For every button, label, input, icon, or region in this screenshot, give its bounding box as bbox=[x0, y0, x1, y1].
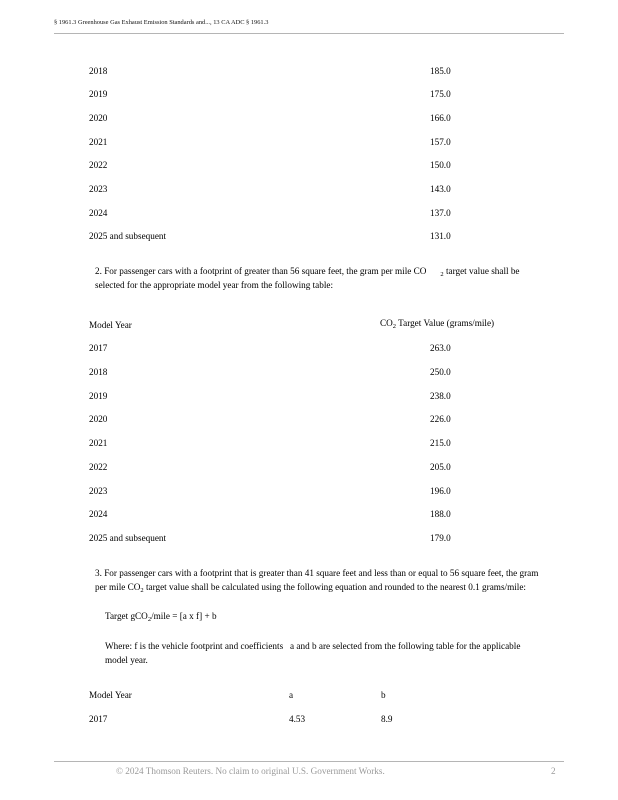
section-2-line-1-end: target value shall be bbox=[443, 266, 520, 276]
table-row bbox=[89, 66, 509, 78]
model-year-cell: 2023 bbox=[89, 486, 108, 496]
column-header-target-value bbox=[380, 318, 494, 328]
target-value-cell: 215.0 bbox=[430, 438, 451, 448]
model-year-cell: 2024 bbox=[89, 208, 108, 218]
co2-subscript: 2 bbox=[140, 587, 144, 594]
table-row bbox=[89, 462, 509, 474]
table-row bbox=[89, 343, 509, 355]
co2-subscript: 2 bbox=[440, 271, 444, 278]
target-value-cell: 157.0 bbox=[430, 137, 451, 147]
model-year-cell: 2021 bbox=[89, 438, 108, 448]
footer-divider bbox=[54, 761, 564, 762]
model-year-cell: 2021 bbox=[89, 137, 108, 147]
equation-end: /mile = [a x f] + b bbox=[151, 611, 217, 621]
table-row bbox=[89, 160, 509, 172]
column-header-b: b bbox=[381, 690, 386, 700]
column-header-co2: CO bbox=[380, 318, 393, 328]
target-value-cell: 137.0 bbox=[430, 208, 451, 218]
model-year-cell: 2022 bbox=[89, 160, 108, 170]
coefficient-b-cell: 8.9 bbox=[381, 714, 393, 724]
model-year-cell: 2025 and subsequent bbox=[89, 533, 167, 543]
target-value-cell: 143.0 bbox=[430, 184, 451, 194]
table-row bbox=[89, 113, 509, 125]
model-year-cell: 2018 bbox=[89, 367, 108, 377]
section-3-line-2: per mile CO bbox=[95, 582, 141, 592]
target-value-cell: 188.0 bbox=[430, 509, 451, 519]
model-year-cell: 2020 bbox=[89, 414, 108, 424]
model-year-cell: 2019 bbox=[89, 391, 108, 401]
model-year-cell: 2017 bbox=[89, 714, 108, 724]
target-value-cell: 226.0 bbox=[430, 414, 451, 424]
table-row bbox=[89, 367, 509, 379]
page-number: 2 bbox=[551, 766, 556, 776]
where-line-1: Where: f is the vehicle footprint and coefficients a and b are selected from the following table for the applicable bbox=[105, 641, 521, 651]
section-3-line-2-end: target value shall be calculated using the following equation and rounded to the nearest 0.1 grams/mile: bbox=[143, 582, 526, 592]
coefficient-a-cell: 4.53 bbox=[289, 714, 306, 724]
target-value-cell: 238.0 bbox=[430, 391, 451, 401]
table-row bbox=[89, 438, 509, 450]
column-header-model-year: Model Year bbox=[89, 690, 132, 700]
target-value-cell: 179.0 bbox=[430, 533, 451, 543]
section-3-paragraph bbox=[95, 566, 585, 594]
section-3-line-1: 3. For passenger cars with a footprint that is greater than 41 square feet and less than or equal to 56 square feet, the gram bbox=[95, 568, 539, 578]
co2-subscript: 2 bbox=[392, 323, 397, 330]
section-2-line-1: 2. For passenger cars with a footprint of greater than 56 square feet, the gram per mile CO bbox=[95, 266, 427, 276]
model-year-cell: 2023 bbox=[89, 184, 108, 194]
section-2-paragraph bbox=[95, 264, 575, 292]
table-row bbox=[89, 184, 509, 196]
running-header-citation: § 1961.3 Greenhouse Gas Exhaust Emission Standards and..., 13 CA ADC § 1961.3 bbox=[54, 19, 269, 26]
column-header-units: Target Value (grams/mile) bbox=[396, 318, 495, 328]
table-row bbox=[89, 137, 509, 149]
model-year-cell: 2019 bbox=[89, 89, 108, 99]
table-row bbox=[89, 486, 509, 498]
section-2-line-2: selected for the appropriate model year from the following table: bbox=[95, 280, 334, 290]
target-value-cell: 175.0 bbox=[430, 89, 451, 99]
target-value-cell: 185.0 bbox=[430, 66, 451, 76]
table-row bbox=[89, 391, 509, 403]
where-line-2: model year. bbox=[105, 655, 148, 665]
table-row bbox=[89, 509, 509, 521]
target-value-cell: 131.0 bbox=[430, 231, 451, 241]
model-year-cell: 2024 bbox=[89, 509, 108, 519]
table-row bbox=[89, 533, 509, 545]
co2-subscript: 2 bbox=[147, 616, 152, 623]
equation-start: Target gCO bbox=[105, 611, 148, 621]
table-row bbox=[89, 89, 509, 101]
footer-copyright: © 2024 Thomson Reuters. No claim to original U.S. Government Works. bbox=[116, 766, 385, 776]
table-row bbox=[89, 231, 509, 243]
model-year-cell: 2018 bbox=[89, 66, 108, 76]
header-divider bbox=[54, 33, 564, 34]
table-row bbox=[89, 208, 509, 220]
model-year-cell: 2022 bbox=[89, 462, 108, 472]
model-year-cell: 2020 bbox=[89, 113, 108, 123]
column-header-a: a bbox=[289, 690, 294, 700]
target-value-cell: 263.0 bbox=[430, 343, 451, 353]
model-year-cell: 2017 bbox=[89, 343, 108, 353]
target-value-cell: 205.0 bbox=[430, 462, 451, 472]
table-row bbox=[89, 414, 509, 426]
equation bbox=[105, 609, 217, 623]
column-header-model-year: Model Year bbox=[89, 320, 132, 330]
target-value-cell: 166.0 bbox=[430, 113, 451, 123]
target-value-cell: 196.0 bbox=[430, 486, 451, 496]
where-paragraph bbox=[105, 639, 575, 667]
target-value-cell: 250.0 bbox=[430, 367, 451, 377]
target-value-cell: 150.0 bbox=[430, 160, 451, 170]
model-year-cell: 2025 and subsequent bbox=[89, 231, 167, 241]
